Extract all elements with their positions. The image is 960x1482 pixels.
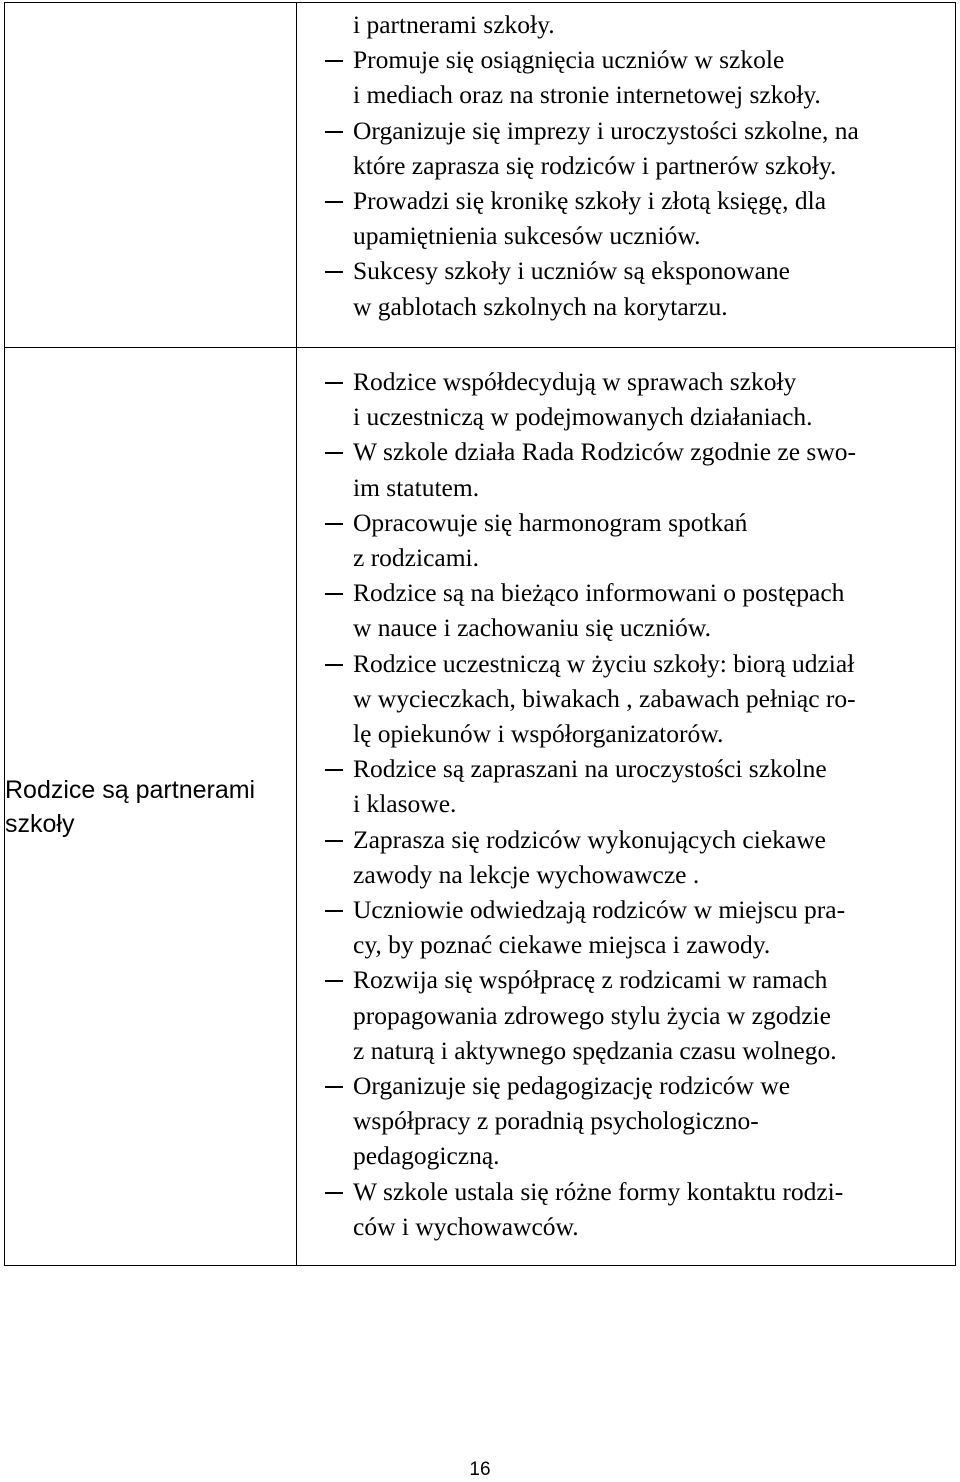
list-item [297, 113, 935, 183]
list-item-line: Promuje się osiągnięcia uczniów w szkole [353, 45, 785, 75]
list-item-line: upamiętnienia sukcesów uczniów. [353, 221, 701, 251]
dash-bullet-icon [325, 769, 343, 771]
section-label-line: Rodzice są partnerami [5, 775, 256, 804]
list-item-line: Rodzice współdecydują w sprawach szkoły [353, 367, 797, 396]
list-item-line: zawody na lekcje wychowawcze . [353, 859, 700, 889]
bullet-list [297, 3, 955, 324]
list-item [297, 646, 935, 752]
dash-bullet-icon [325, 382, 343, 384]
continuation-line: i partnerami szkoły. [353, 10, 555, 39]
dash-bullet-icon [325, 840, 343, 842]
list-item-line: cy, by poznać ciekawe miejsca i zawody. [353, 930, 771, 960]
list-item [297, 822, 935, 892]
list-item-line: i mediach oraz na stronie internetowej szkoły. [353, 80, 821, 110]
dash-bullet-icon [325, 452, 343, 454]
list-item-line: i uczestniczą w podejmowanych działaniach. [353, 402, 813, 432]
list-item [297, 892, 935, 962]
list-item [297, 1174, 935, 1244]
dash-bullet-icon [325, 1086, 343, 1088]
dash-bullet-icon [325, 980, 343, 982]
list-item-line: W szkole ustala się różne formy kontaktu rodzi- [353, 1176, 844, 1206]
list-item-line: propagowania zdrowego stylu życia w zgodzie [353, 1000, 831, 1030]
list-item-line: W szkole działa Rada Rodziców zgodnie ze swo- [353, 437, 856, 467]
left-cell-empty [5, 3, 297, 348]
list-item-line: ców i wychowawców. [353, 1211, 579, 1241]
document-table [4, 2, 956, 1266]
list-item-line: Rozwija się współpracę z rodzicami w ramach [353, 965, 828, 995]
dash-bullet-icon [325, 201, 343, 203]
list-item-line: w gablotach szkolnych na korytarzu. [353, 291, 728, 321]
list-item-line: pedagogiczną. [353, 1141, 500, 1171]
list-item [297, 364, 935, 434]
dash-bullet-icon [325, 664, 343, 666]
list-item [297, 434, 935, 504]
list-item [297, 751, 935, 821]
section-label [5, 773, 296, 841]
table-row [5, 348, 956, 1266]
right-cell [297, 3, 956, 348]
list-item [297, 253, 935, 323]
list-item-line: Organizuje się imprezy i uroczystości szkolne, na [353, 115, 859, 145]
list-item-line: Uczniowie odwiedzają rodziców w miejscu pra- [353, 895, 846, 925]
list-item-line: Rodzice uczestniczą w życiu szkoły: biorą udział [353, 648, 855, 678]
list-item [297, 505, 935, 575]
list-item-line: im statutem. [353, 472, 480, 502]
table-row [5, 3, 956, 348]
dash-bullet-icon [325, 1192, 343, 1194]
list-item-line: Prowadzi się kronikę szkoły i złotą księgę, dla [353, 186, 827, 216]
list-item-line: Opracowuje się harmonogram spotkań [353, 507, 748, 537]
list-item [297, 962, 935, 1068]
dash-bullet-icon [325, 271, 343, 273]
list-item-line: z naturą i aktywnego spędzania czasu wolnego. [353, 1035, 837, 1065]
list-item [297, 42, 935, 112]
list-item-line: które zaprasza się rodziców i partnerów szkoły. [353, 150, 837, 180]
right-cell [297, 348, 956, 1266]
section-label-line: szkoły [5, 809, 75, 838]
list-item-line: w wycieczkach, biwakach , zabawach pełniąc ro- [353, 683, 856, 713]
dash-bullet-icon [325, 523, 343, 525]
list-item-line: z rodzicami. [353, 543, 480, 573]
list-item-line: Rodzice są na bieżąco informowani o postępach [353, 578, 845, 608]
page-number: 16 [469, 1459, 491, 1480]
dash-bullet-icon [325, 910, 343, 912]
dash-bullet-icon [325, 131, 343, 133]
list-item-line: w nauce i zachowaniu się uczniów. [353, 613, 712, 643]
left-cell-label [5, 348, 297, 1266]
list-item-line: Zaprasza się rodziców wykonujących ciekawe [353, 824, 826, 854]
list-item-line: Sukcesy szkoły i uczniów są eksponowane [353, 256, 790, 286]
list-item-line: Rodzice są zapraszani na uroczystości szkolne [353, 754, 827, 784]
list-item [297, 1068, 935, 1174]
list-item [297, 183, 935, 253]
list-item-line: Organizuje się pedagogizację rodziców we [353, 1071, 791, 1101]
list-item [297, 575, 935, 645]
list-item-line: lę opiekunów i współorganizatorów. [353, 719, 724, 749]
list-item-line: współpracy z poradnią psychologiczno- [353, 1106, 759, 1136]
list-item-line: i klasowe. [353, 789, 457, 819]
bullet-list [297, 348, 955, 1244]
dash-bullet-icon [325, 593, 343, 595]
dash-bullet-icon [325, 60, 343, 62]
